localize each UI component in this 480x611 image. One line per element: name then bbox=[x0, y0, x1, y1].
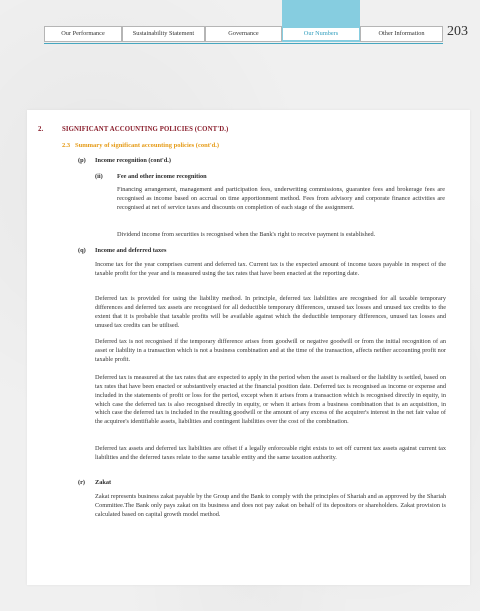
paragraph: Deferred tax assets and deferred tax liabilities are offset if a legally enforceable right exists to set off current tax assets against current tax liabilities and the deferred taxes relate to the same taxable entity and the same taxation authority. bbox=[95, 445, 446, 461]
item-title: Zakat bbox=[95, 479, 112, 486]
paragraph: Zakat represents business zakat payable by the Group and the Bank to comply with the principles of Shariah and as approved by the Shariah Committee.The Bank only pays zakat on its business and does not pay zakat on behalf of its depositors or shareholders. Zakat provision is calculated based on capital growth model method. bbox=[95, 493, 446, 518]
tab-label: Our Numbers bbox=[282, 27, 360, 41]
item-label: (r) bbox=[78, 479, 85, 486]
tab-label: Our Performance bbox=[61, 30, 105, 37]
tab-label: Sustainability Statement bbox=[132, 30, 195, 37]
subsection-number: 2.3 bbox=[62, 142, 71, 149]
subsection-title: Summary of significant accounting policies (cont'd.) bbox=[75, 142, 220, 149]
tab-our-numbers[interactable] bbox=[282, 0, 360, 42]
page-number: 203 bbox=[447, 24, 468, 39]
paragraph: Financing arrangement, management and participation fees, underwriting commissions, guarantee fees and brokerage fees are recognised as income based on accrual on time apportionment method. Fees from advisory and corporate finance activities are recognised at net of service taxes and discounts on completion of each stage of the assignment. bbox=[117, 186, 445, 211]
item-label: (q) bbox=[78, 247, 86, 254]
tab-other-information[interactable] bbox=[360, 26, 443, 42]
item-title: Income recognition (cont'd.) bbox=[95, 157, 171, 164]
subitem-label: (ii) bbox=[95, 173, 103, 180]
item-label: (p) bbox=[78, 157, 86, 164]
tab-governance[interactable] bbox=[205, 26, 282, 42]
section-title: SIGNIFICANT ACCOUNTING POLICIES (CONT'D.) bbox=[62, 126, 229, 133]
top-navigation bbox=[0, 0, 480, 60]
paragraph: Dividend income from securities is recognised when the Bank's right to receive payment is established. bbox=[117, 231, 376, 238]
paragraph: Income tax for the year comprises current and deferred tax. Current tax is the expected amount of income taxes payable in respect of the taxable profit for the year and is measured using the tax rates that have been enacted at the reporting date. bbox=[95, 261, 446, 277]
item-title: Income and deferred taxes bbox=[95, 247, 167, 254]
paragraph: Deferred tax is measured at the tax rates that are expected to apply in the period when the asset is realised or the liability is settled, based on tax rates that have been enacted or substantively enacted at the financial position date. Deferred tax is recognised as income or expense and included in the statements of profit or loss for the period, except when it arises from a transaction which is recognised directly in equity, in which case the deferred tax is also recognised directly in equity, or when it arises from a business combination that is an acquisition, in which case the deferred tax is included in the resulting goodwill or the amount of any excess of the acquirer's interest in the net fair value of the acquiree's identifiable assets, liabilities and contingent liabilities over the cost of the combination. bbox=[95, 374, 446, 426]
nav-underline bbox=[44, 43, 443, 44]
section-number: 2. bbox=[38, 126, 44, 133]
tab-sustainability-statement[interactable] bbox=[122, 26, 205, 42]
tab-our-performance[interactable] bbox=[44, 26, 122, 42]
subitem-title: Fee and other income recognition bbox=[117, 173, 207, 180]
tab-label: Governance bbox=[228, 30, 259, 37]
paragraph: Deferred tax is not recognised if the temporary difference arises from goodwill or negative goodwill or from the initial recognition of an asset or liability in a transaction which is not a business combination and at the time of the transaction, affects neither accounting profit nor taxable profit. bbox=[95, 338, 446, 363]
tab-label: Other Information bbox=[378, 30, 425, 37]
paragraph: Deferred tax is provided for using the liability method. In principle, deferred tax liabilities are recognised for all taxable temporary differences and deferred tax assets are recognised for all deductible temporary differences, unused tax losses and unused tax credits to the extent that it is probable that taxable profits will be available against which the deductible temporary differences, unused tax losses and unused tax credits can be utilised. bbox=[95, 295, 446, 329]
